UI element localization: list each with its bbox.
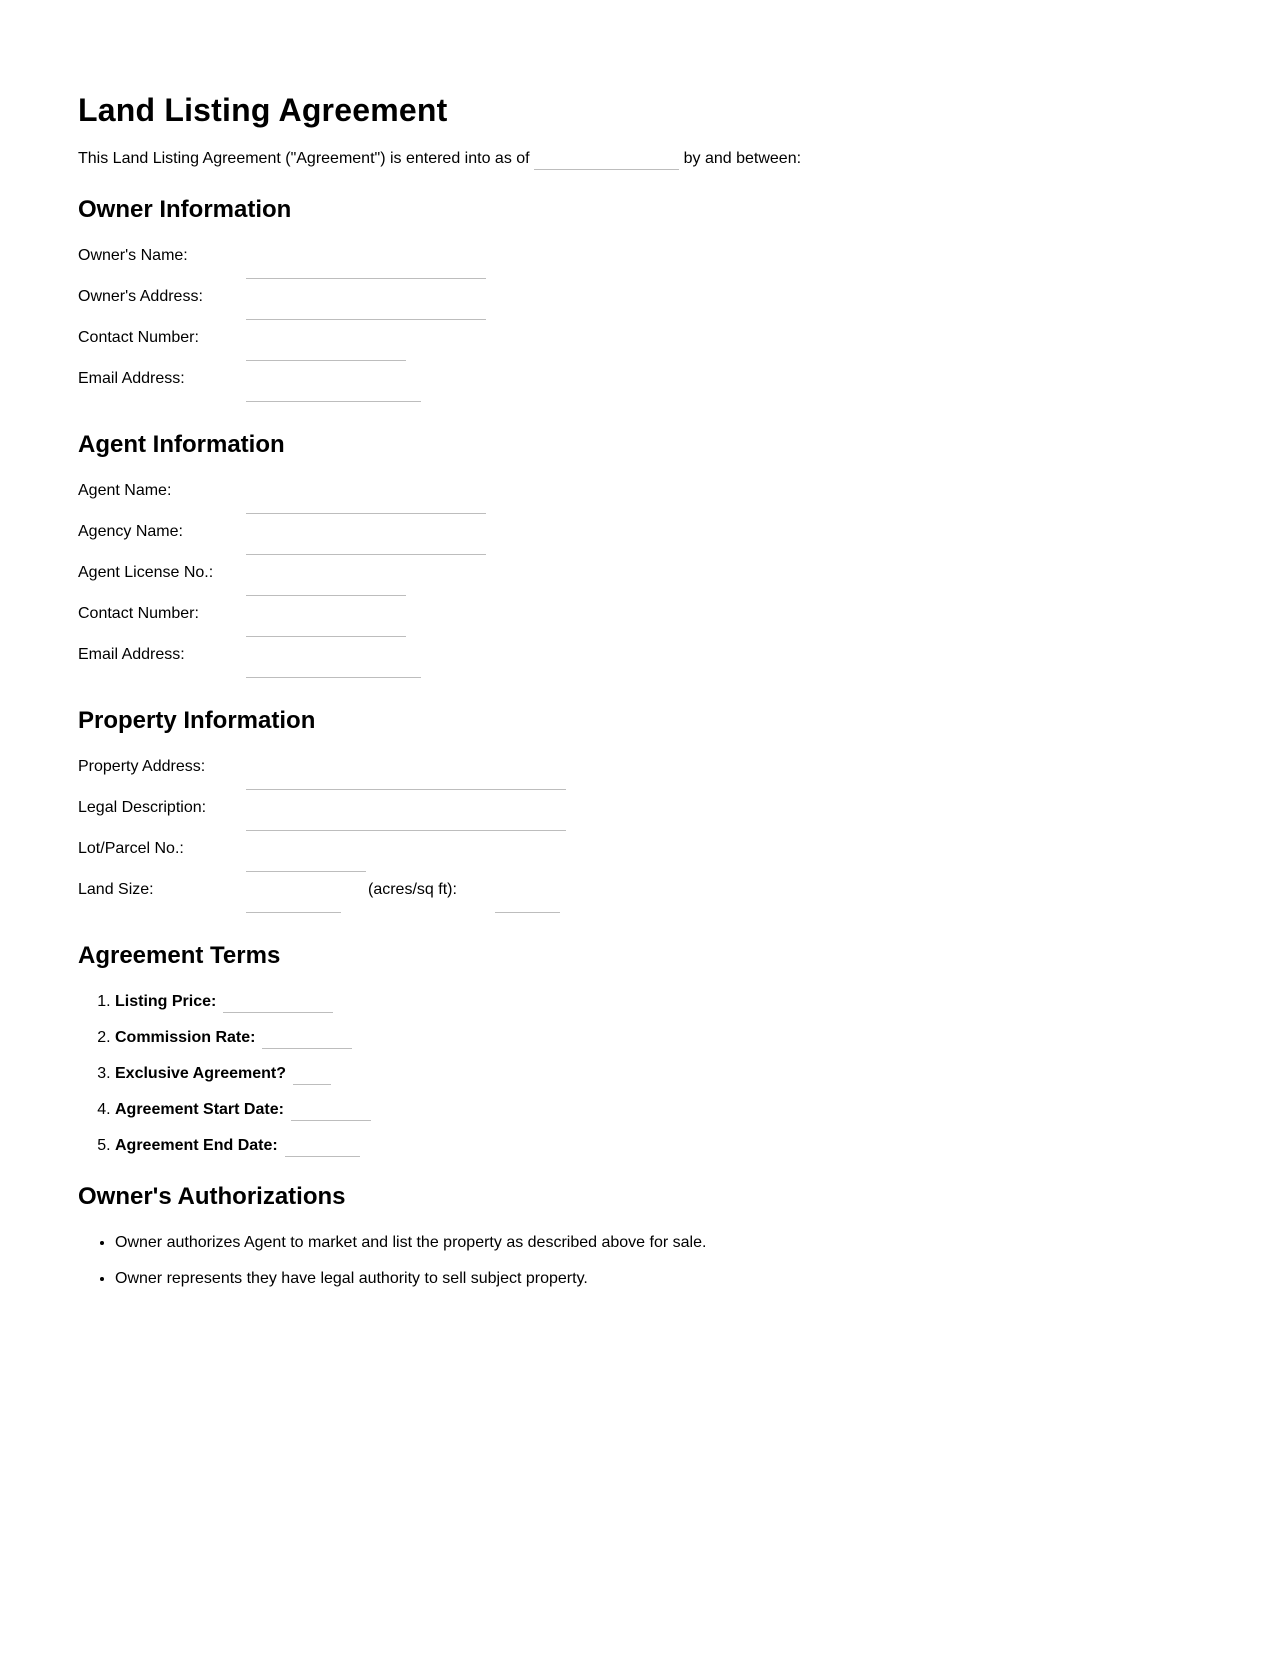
agent-contact-number-label: Contact Number: [78,605,199,622]
property-address-blank-line [246,757,566,790]
owners-address-label: Owner's Address: [78,288,203,305]
term-item-listing-price [115,992,1185,1011]
field-row-agent-email-address [78,645,1185,679]
listing-price-label: Listing Price: [115,993,217,1010]
intro-paragraph [78,149,1185,168]
agent-name-blank-line [246,481,486,514]
agency-name-blank-line [246,522,486,555]
field-row-owners-name [78,246,1185,280]
agreement-terms-list [78,992,1185,1155]
field-row-agent-license-no [78,563,1185,597]
term-item-exclusive-agreement [115,1064,1185,1083]
field-row-property-address [78,757,1185,791]
field-row-agent-name [78,481,1185,515]
listing-price-blank-line [223,1012,333,1013]
term-item-commission-rate [115,1028,1185,1047]
intro-text-before: This Land Listing Agreement ("Agreement") is entered into as of [78,150,530,167]
field-row-land-size [78,880,1185,914]
field-row-agency-name [78,522,1185,556]
lot-parcel-no-label: Lot/Parcel No.: [78,840,184,857]
owners-authorizations-list [78,1233,1185,1288]
land-size-unit-blank-line [495,880,560,913]
agreement-end-date-label: Agreement End Date: [115,1137,278,1154]
property-address-label: Property Address: [78,758,206,775]
agent-name-label: Agent Name: [78,482,172,499]
agent-license-no-blank-line [246,563,406,596]
owner-contact-number-blank-line [246,328,406,361]
agent-email-address-blank-line [246,645,421,678]
authorization-item: • Owner authorizes Agent to market and list the property as described above for sale. [115,1233,1185,1252]
commission-rate-label: Commission Rate: [115,1029,256,1046]
owners-name-blank-line [246,246,486,279]
owner-email-address-blank-line [246,369,421,402]
legal-description-label: Legal Description: [78,799,207,816]
agent-license-no-label: Agent License No.: [78,564,214,581]
property-information-heading: Property Information [78,707,316,734]
term-item-agreement-start-date [115,1100,1185,1119]
agency-name-label: Agency Name: [78,523,183,540]
owners-authorizations-heading: Owner's Authorizations [78,1183,346,1210]
agreement-end-date-blank-line [285,1156,360,1157]
term-item-agreement-end-date [115,1136,1185,1155]
field-row-owner-contact-number [78,328,1185,362]
owner-email-address-label: Email Address: [78,370,185,387]
field-row-legal-description [78,798,1185,832]
field-row-lot-parcel-no [78,839,1185,873]
agreement-start-date-label: Agreement Start Date: [115,1101,284,1118]
field-row-agent-contact-number [78,604,1185,638]
field-row-owners-address [78,287,1185,321]
agent-information-heading: Agent Information [78,431,285,458]
agreement-date-blank-line [534,169,679,170]
owners-name-label: Owner's Name: [78,247,188,264]
authorization-item: • Owner represents they have legal authority to sell subject property. [115,1269,1185,1288]
exclusive-agreement-blank-line [293,1084,331,1085]
page-title: Land Listing Agreement [78,92,448,128]
agreement-start-date-blank-line [291,1120,371,1121]
owner-information-heading: Owner Information [78,196,292,223]
intro-text-after: by and between: [683,150,802,167]
agreement-terms-heading: Agreement Terms [78,942,281,969]
land-size-blank-line [246,880,341,913]
field-row-owner-email-address [78,369,1185,403]
land-size-label: Land Size: [78,881,154,898]
agent-email-address-label: Email Address: [78,646,185,663]
acres-sq-ft-label: (acres/sq ft): [368,881,457,898]
lot-parcel-no-blank-line [246,839,366,872]
owner-contact-number-label: Contact Number: [78,329,199,346]
agent-contact-number-blank-line [246,604,406,637]
legal-description-blank-line [246,798,566,831]
commission-rate-blank-line [262,1048,352,1049]
owners-address-blank-line [246,287,486,320]
exclusive-agreement-label: Exclusive Agreement? [115,1065,287,1082]
